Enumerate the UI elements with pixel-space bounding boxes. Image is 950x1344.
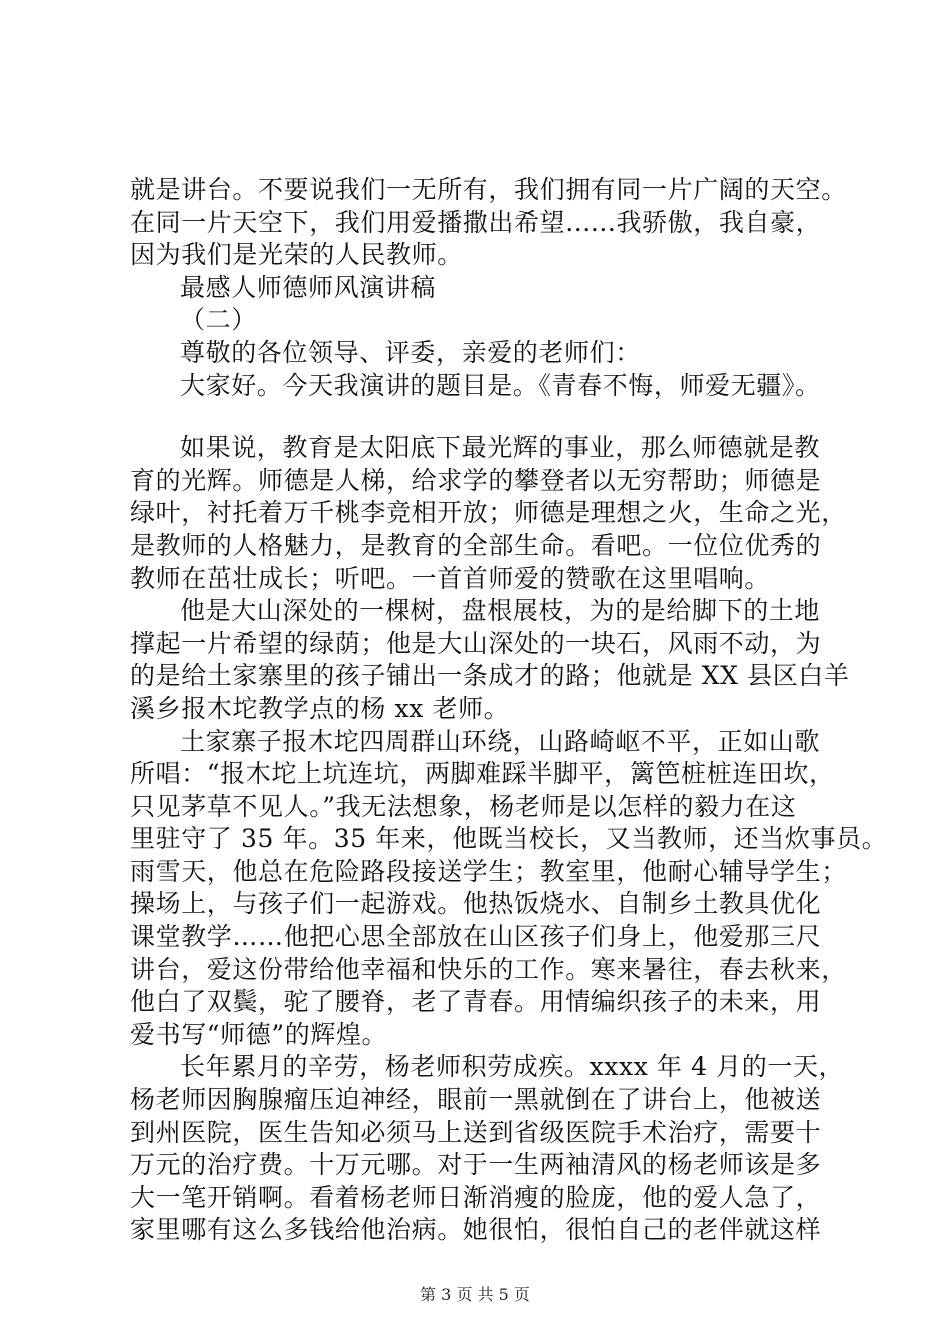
- text-line: 雨雪天，他总在危险路段接送学生；教室里，他耐心辅导学生；: [130, 856, 847, 886]
- text-line: 他白了双鬓，驼了腰脊，老了青春。用情编织孩子的未来，用: [130, 987, 822, 1017]
- text-line: 课堂教学……他把心思全部放在山区孩子们身上，他爱那三尺: [130, 922, 822, 952]
- text-line: （二）: [180, 305, 257, 335]
- text-line: 长年累月的辛劳，杨老师积劳成疾。xxxx 年 4 月的一天，: [180, 1052, 845, 1082]
- text-line: 万元的治疗费。十万元哪。对于一生两袖清风的杨老师该是多: [130, 1150, 822, 1180]
- text-line: 是教师的人格魅力，是教育的全部生命。看吧。一位位优秀的: [130, 530, 822, 560]
- text-line: 里驻守了 35 年。35 年来，他既当校长，又当教师，还当炊事员。: [130, 824, 888, 854]
- text-line: 尊敬的各位领导、评委，亲爱的老师们：: [180, 337, 641, 367]
- text-line: 土家寨子报木坨四周群山环绕，山路崎岖不平，正如山歌: [180, 726, 821, 756]
- text-line: 杨老师因胸腺瘤压迫神经，眼前一黑就倒在了讲台上，他被送: [130, 1085, 822, 1115]
- text-line: 家里哪有这么多钱给他治病。她很怕，很怕自己的老伴就这样: [130, 1215, 822, 1245]
- text-line: 撑起一片希望的绿荫；他是大山深处的一块石，风雨不动，为: [130, 628, 822, 658]
- text-line: 他是大山深处的一棵树，盘根展枝，为的是给脚下的土地: [180, 596, 821, 626]
- text-line: 最感人师德师风演讲稿: [180, 272, 437, 302]
- text-line: 所唱：“报木坨上坑连坑，两脚难踩半脚平，篱笆桩桩连田坎，: [130, 759, 835, 789]
- text-line: 的是给土家寨里的孩子铺出一条成才的路；他就是 XX 县区白羊: [130, 661, 850, 691]
- text-line: 就是讲台。不要说我们一无所有，我们拥有同一片广阔的天空。: [130, 175, 847, 204]
- text-line: 育的光辉。师德是人梯，给求学的攀登者以无穷帮助；师德是: [130, 465, 822, 495]
- text-line: 大一笔开销啊。看着杨老师日渐消瘦的脸庞，他的爱人急了，: [130, 1182, 822, 1212]
- paragraph-gap: [130, 402, 830, 432]
- text-line: 只见茅草不见人。”我无法想象，杨老师是以怎样的毅力在这: [130, 791, 797, 821]
- text-line: 爱书写“师德”的辉煌。: [130, 1019, 388, 1049]
- text-line: 到州医院，医生告知必须马上送到省级医院手术治疗，需要十: [130, 1117, 822, 1147]
- text-line: 因为我们是光荣的人民教师。: [130, 240, 463, 270]
- text-line: 讲台，爱这份带给他幸福和快乐的工作。寒来暑往，春去秋来，: [130, 954, 847, 984]
- text-line: 大家好。今天我演讲的题目是。《青春不悔，师爱无疆》。: [180, 370, 821, 400]
- page-footer: 第 3 页 共 5 页: [420, 1285, 530, 1304]
- text-line: 溪乡报木坨教学点的杨 xx 老师。: [130, 693, 510, 723]
- text-line: 绿叶，衬托着万千桃李竞相开放；师德是理想之火，生命之光，: [130, 498, 847, 528]
- text-line: 教师在茁壮成长；听吧。一首首师爱的赞歌在这里唱响。: [130, 563, 771, 593]
- document-body: [130, 174, 888, 1247]
- text-line: 在同一片天空下，我们用爱播撒出希望......我骄傲，我自豪，: [130, 207, 822, 237]
- text-line: 如果说，教育是太阳底下最光辉的事业，那么师德就是教: [180, 433, 821, 463]
- text-line: 操场上，与孩子们一起游戏。他热饭烧水、自制乡土教具优化: [130, 889, 822, 919]
